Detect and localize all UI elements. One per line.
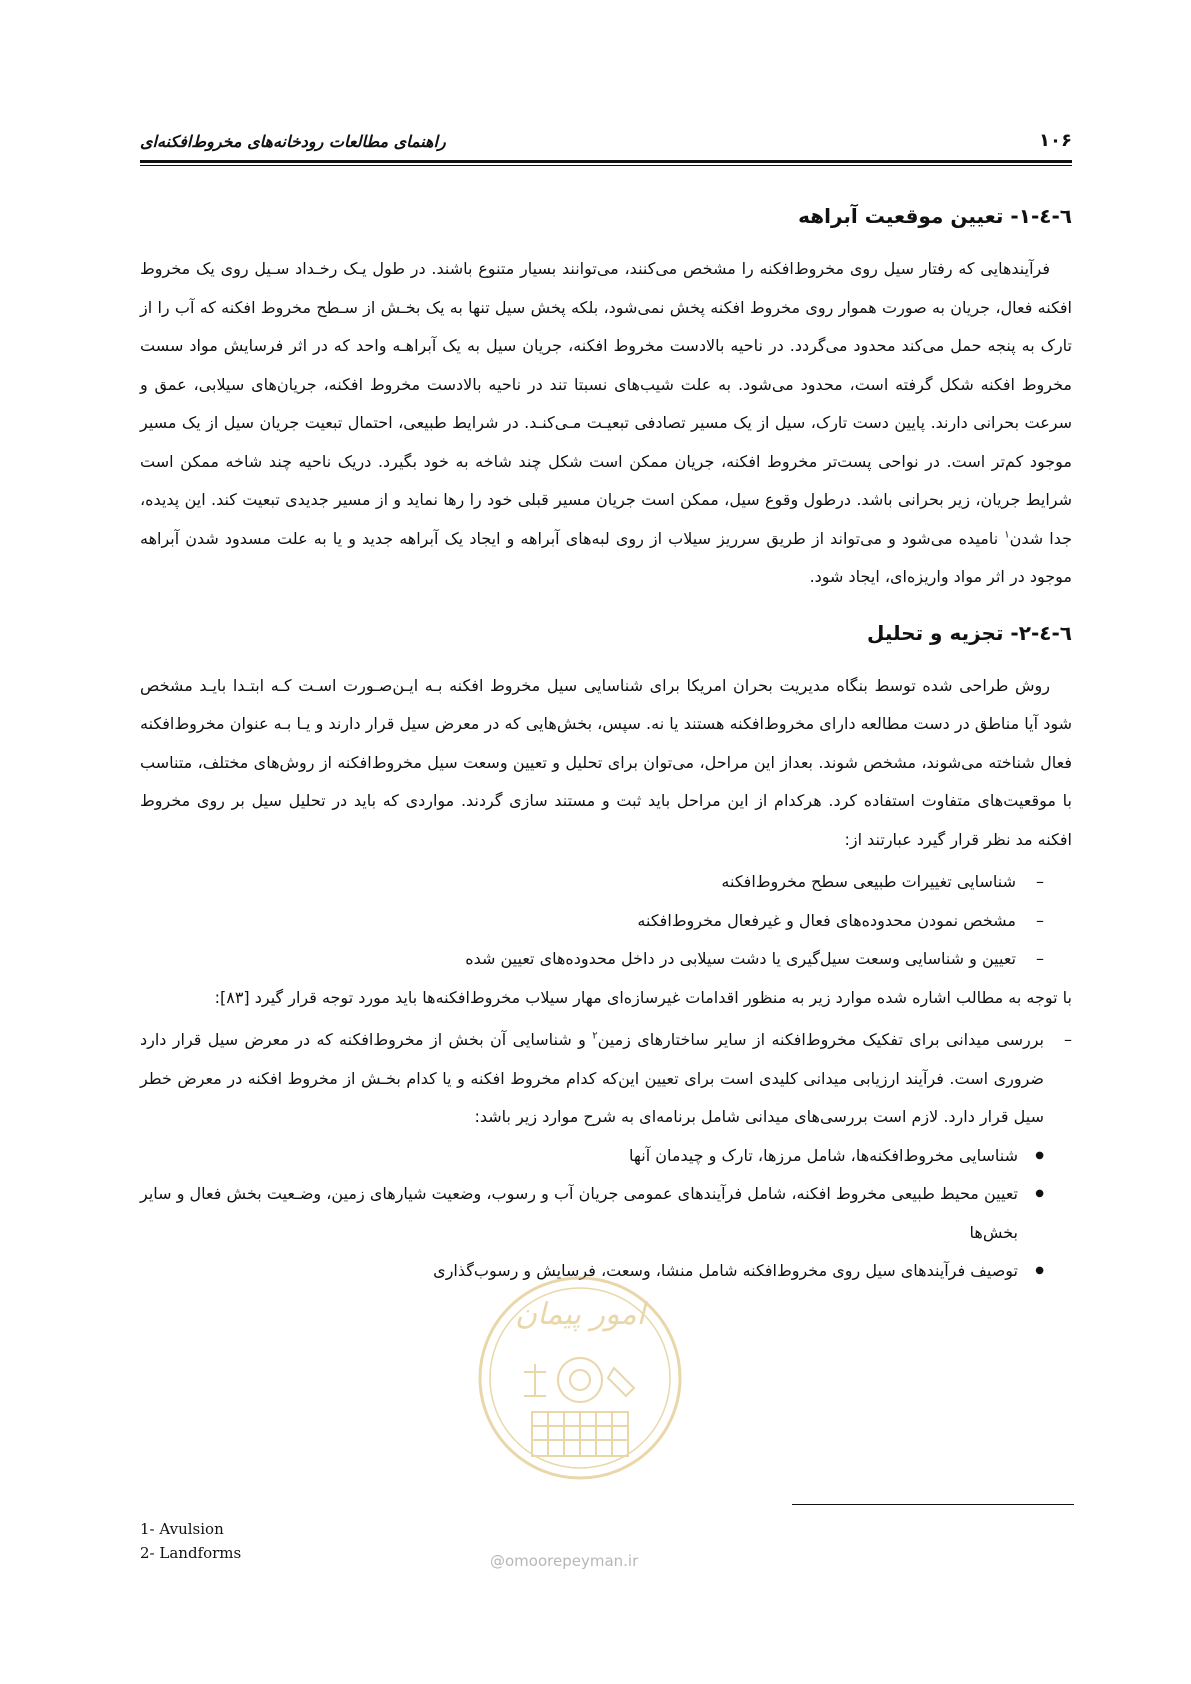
- list-item-text: بررسی میدانی برای تفکیک مخروط‌افکنه از سایر ساختارهای زمین: [597, 1030, 1044, 1049]
- footnote-marker: ٢: [592, 1030, 598, 1042]
- list-item: [140, 1021, 1072, 1137]
- bullet-item: ● توصیف فرآیندهای سیل روی مخروط‌افکنه شامل منشا، وسعت، فرسایش و رسوب‌گذاری: [140, 1252, 1044, 1291]
- paragraph-analysis: روش طراحی شده توسط بنگاه مدیریت بحران امریکا برای شناسایی سیل مخروط افکنه بـه ایـن‌صـورت اسـت کـه ابتـدا بایـد مشخص شود آیا مناطق در دست مطالعه دارای مخروط‌افکنه هستند یا نه. سپس، بخش‌هایی که در معرض سیل قرار دارند و یـا بـه عنوان مخروط‌افکنه فعال شناخته می‌شوند، مشخص شوند. بعداز این مراحل، می‌توان برای تحلیل و تعیین وسعت سیل مخروط‌افکنه از روش‌های مختلف، متناسب با موقعیت‌های متفاوت استفاده کرد. هرکدام از این مراحل باید ثبت و مستند سازی گردند. مواردی که باید در تحلیل سیل بر روی مخروط افکنه مد نظر قرار گیرد عبارتند از:: [140, 675, 1072, 849]
- paragraph-text: فرآیندهایی که رفتار سیل روی مخروط‌افکنه را مشخص می‌کنند، می‌توانند بسیار متنوع باشند. در طول یـک رخـداد سـیل روی یک مخروط افکنه فعال، جریان به صورت هموار روی مخروط افکنه پخش نمی‌شود، بلکه پخش سیل تنها به یک بخـش از سـطح مخروط افکنه که آب را از تارک به پنجه حمل می‌کند محدود می‌گردد. در ناحیه بالادست مخروط افکنه، جریان سیل به یک آبراهـه واحد که در اثر فرسایش مواد سست مخروط افکنه شکل گرفته است، محدود می‌شود. به علت شیب‌های نسبتا تند در ناحیه بالادست مخروط افکنه، جریان‌های سیلابی، عمق و سرعت بحرانی دارند. پایین دست تارک، سیل از یک مسیر تصادفی تبعیـت مـی‌کنـد. در شرایط طبیعی، احتمال تبعیت جریان سیل از یک مسیر موجود کم‌تر است. در نواحی پست‌تر مخروط افکنه، جریان ممکن است شکل چند شاخه به خود بگیرد. دریک ناحیه چند شاخه ممکن است شرایط جریان، زیر بحرانی باشد. درطول وقوع سیل، ممکن است جریان مسیر قبلی خود را رها نماید و از مسیر جدیدی تبعیت کند. این پدیده، جدا شدن: [140, 259, 1073, 548]
- watermark-text: امور پیمان: [515, 1297, 645, 1332]
- bullet-item: ● تعیین محیط طبیعی مخروط افکنه، شامل فرآیندهای عمومی جریان آب و رسوب، وضعیت شیارهای زمین، وضـعیت بخش فعال و سایر بخش‌ها: [140, 1175, 1044, 1252]
- section-heading-analysis: ٦-٤-٢- تجزیه و تحلیل: [866, 620, 1072, 645]
- list-item-text: و شناسایی آن بخش از مخروط‌افکنه که در معرض سیل قرار دارد ضروری است. فرآیند ارزیابی میدانی کلیدی است برای تعیین این‌که کدام مخروط افکنه و یا کدام بخـش از مخروط افکنه در معرض خطر سیل قرار دارد. لازم است بررسی‌های میدانی شامل برنامه‌ای به شرح موارد زیر باشد:: [140, 1030, 1044, 1126]
- list-item: – شناسایی تغییرات طبیعی سطح مخروط‌افکنه: [140, 863, 1044, 902]
- running-title: راهنمای مطالعات رودخانه‌های مخروط‌افکنه‌ای: [140, 132, 446, 151]
- paragraph-channel-location: [140, 250, 1072, 597]
- list-item: – مشخص نمودن محدوده‌های فعال و غیرفعال مخروط‌افکنه: [140, 902, 1044, 941]
- watermark-url: @omoorepeyman.ir: [490, 1552, 639, 1570]
- watermark-seal-icon: [474, 1272, 686, 1484]
- footnote-marker: ١: [1004, 529, 1010, 541]
- header-rule-thin: [140, 165, 1072, 166]
- page-number: ۱۰۶: [1039, 130, 1072, 151]
- paragraph-text: نامیده می‌شود و می‌تواند از طریق سرریز سیلاب از روی لبه‌های آبراهه و ایجاد یک آبراهه جدید و یا به علت مسدود شدن آبراهه موجود در اثر مواد واریزه‌ای، ایجاد شود.: [140, 528, 1072, 586]
- list-item: – تعیین و شناسایی وسعت سیل‌گیری یا دشت سیلابی در داخل محدوده‌های تعیین شده: [140, 940, 1044, 979]
- page-header: [140, 128, 1072, 162]
- paragraph-nonstructural: با توجه به مطالب اشاره شده موارد زیر به منظور اقدامات غیرسازه‌ای مهار سیلاب مخروط‌افکنه‌ها باید مورد توجه قرار گیرد [٨٣]:: [214, 987, 1072, 1007]
- analysis-list: [140, 863, 1072, 979]
- footnote: 1- Avulsion: [140, 1520, 224, 1538]
- page-body: [140, 196, 1072, 1291]
- footnote: 2- Landforms: [140, 1544, 242, 1562]
- footnote-rule: [792, 1504, 1074, 1505]
- field-survey-list: [140, 1021, 1072, 1137]
- bullet-item: ● شناسایی مخروط‌افکنه‌ها، شامل مرزها، تارک و چیدمان آنها: [140, 1137, 1044, 1176]
- footnotes: [140, 1517, 241, 1565]
- section-heading-channel-location: ٦-٤-١- تعیین موقعیت آبراهه: [798, 204, 1072, 228]
- header-rule-thick: [140, 160, 1072, 163]
- field-survey-sublist: [140, 1137, 1072, 1291]
